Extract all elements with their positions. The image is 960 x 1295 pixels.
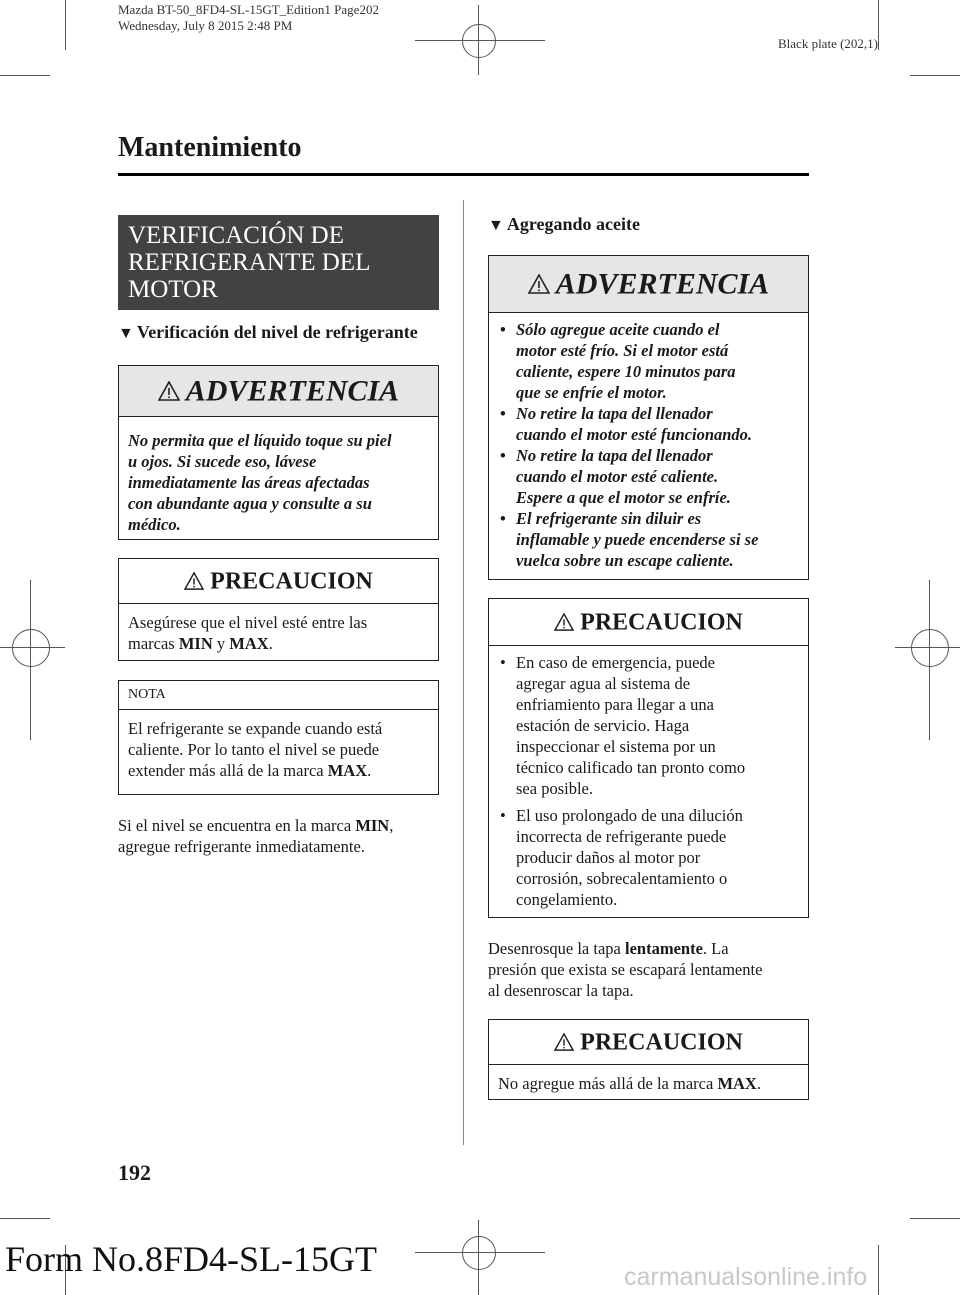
crop-mark: [878, 0, 879, 50]
note-text-part: .: [367, 761, 372, 780]
warning-triangle-icon: [528, 274, 550, 294]
warning-line: No permita que el líquido toque su piel: [128, 431, 392, 450]
caution-text-part: .: [268, 634, 273, 653]
warning-line: • No retire la tapa del llenador: [516, 446, 713, 465]
crop-mark: [65, 0, 66, 50]
caution-line: estación de servicio. Haga: [516, 716, 690, 735]
warning-line: motor esté frío. Si el motor está: [516, 341, 729, 360]
warning-line: caliente, espere 10 minutos para: [516, 362, 736, 381]
page-number: 192: [118, 1160, 151, 1185]
plate-label: Black plate (202,1): [778, 36, 878, 51]
level-paragraph: [118, 815, 448, 857]
caution-list: [498, 652, 799, 910]
caution-line: técnico calificado tan pronto como: [516, 758, 746, 777]
caution-line: producir daños al motor por: [516, 848, 701, 867]
caution-box-right: [488, 598, 809, 918]
paragraph-emphasis: lentamente: [625, 939, 703, 958]
triangle-down-icon: ▼: [488, 217, 504, 234]
paragraph-text-part: Si el nivel se encuentra en la marca: [118, 816, 356, 835]
warning-line: inflamable y puede encenderse si se: [516, 530, 759, 549]
max-mark-label: MAX: [327, 761, 368, 780]
crop-mark: [910, 1218, 960, 1219]
caution-line: incorrecta de refrigerante puede: [516, 827, 727, 846]
caution-header: [119, 559, 438, 604]
caution-header: [489, 1020, 808, 1065]
warning-list-item: [498, 445, 799, 508]
warning-header: [489, 256, 808, 313]
warning-line: Espere a que el motor se enfríe.: [516, 488, 731, 507]
max-mark-label: MAX: [229, 634, 269, 653]
print-meta-line1: Mazda BT-50_8FD4-SL-15GT_Edition1 Page202: [118, 2, 379, 17]
max-mark-label: MAX: [717, 1074, 757, 1093]
min-mark-label: MIN: [178, 634, 213, 653]
chapter-heading-line: VERIFICACIÓN DE: [128, 222, 344, 249]
registration-circle: [12, 629, 50, 667]
warning-triangle-icon: [158, 381, 180, 401]
caution-header: [489, 599, 808, 646]
print-meta: [118, 2, 379, 34]
note-line: caliente. Por lo tanto el nivel se puede: [128, 740, 380, 759]
caution-title: PRECAUCION: [580, 609, 743, 636]
caution-line: Asegúrese que el nivel esté entre las: [128, 613, 368, 632]
paragraph-text-part: ,: [389, 816, 394, 835]
caution-line: inspeccionar el sistema por un: [516, 737, 716, 756]
warning-line: • Sólo agregue aceite cuando el: [516, 320, 720, 339]
crop-mark: [910, 75, 960, 76]
paragraph-text-part: Desenrosque la tapa: [488, 939, 625, 958]
caution-title: PRECAUCION: [210, 568, 373, 595]
warning-line: que se enfríe el motor.: [516, 383, 667, 402]
registration-circle: [911, 629, 949, 667]
caution-line: [128, 633, 429, 654]
subheading-level-check: [118, 322, 418, 343]
note-line: El refrigerante se expande cuando está: [128, 719, 383, 738]
warning-line: • No retire la tapa del llenador: [516, 404, 713, 423]
chapter-heading-line: MOTOR: [128, 276, 218, 303]
caution-line: • El uso prolongado de una dilución: [516, 806, 743, 825]
chapter-heading-line: REFRIGERANTE DEL: [128, 249, 371, 276]
warning-box: [118, 365, 439, 540]
column-divider: [463, 200, 464, 1145]
caution-line: • En caso de emergencia, puede: [516, 653, 715, 672]
warning-list-item: [498, 403, 799, 445]
caution-box: [118, 558, 439, 661]
paragraph-line: presión que exista se escapará lentamente: [488, 960, 763, 979]
subheading-text: Verificación del nivel de refrigerante: [136, 322, 418, 342]
note-line: [128, 760, 429, 781]
caution-line: congelamiento.: [516, 890, 618, 909]
warning-line: u ojos. Si sucede eso, lávese: [128, 452, 317, 471]
section-rule: [118, 173, 809, 176]
note-title: NOTA: [119, 681, 438, 710]
chapter-heading: [118, 215, 439, 310]
subheading-adding-oil: [488, 214, 640, 235]
warning-text: [489, 313, 808, 579]
paragraph-text-part: . La: [702, 939, 729, 958]
unscrew-paragraph: [488, 938, 818, 1001]
form-number: Form No.8FD4-SL-15GT: [5, 1239, 378, 1279]
warning-text: [119, 417, 438, 543]
caution-list-item: [498, 652, 799, 799]
caution-line: enfriamiento para llegar a una: [516, 695, 714, 714]
warning-list-item: [498, 319, 799, 403]
paragraph-line: [118, 815, 448, 836]
warning-line: cuando el motor esté funcionando.: [516, 425, 753, 444]
warning-box-right: [488, 255, 809, 580]
watermark: carmanualsonline.info: [624, 1263, 868, 1291]
caution-text-part: marcas: [128, 634, 179, 653]
caution-line: agregar agua al sistema de: [516, 674, 691, 693]
warning-title: ADVERTENCIA: [555, 267, 770, 301]
section-title: Mantenimiento: [118, 132, 302, 163]
caution-text-part: y: [212, 634, 230, 653]
caution-box-max: [488, 1019, 809, 1100]
crop-mark: [0, 75, 50, 76]
caution-text: [489, 1065, 808, 1102]
caution-text-part: No agregue más allá de la marca: [498, 1074, 718, 1093]
warning-line: inmediatamente las áreas afectadas: [128, 473, 370, 492]
crop-mark: [878, 1245, 879, 1295]
warning-line: vuelca sobre un escape caliente.: [516, 551, 734, 570]
paragraph-line: agregue refrigerante inmediatamente.: [118, 837, 365, 856]
caution-text-part: .: [756, 1074, 761, 1093]
caution-line: sea posible.: [516, 779, 593, 798]
caution-text: [489, 646, 808, 924]
registration-circle: [462, 1236, 496, 1270]
warning-title: ADVERTENCIA: [185, 374, 400, 408]
subheading-text: Agregando aceite: [506, 214, 640, 234]
registration-circle: [462, 24, 496, 58]
note-text: [119, 710, 438, 789]
warning-header: [119, 366, 438, 417]
caution-line: corrosión, sobrecalentamiento o: [516, 869, 728, 888]
triangle-down-icon: ▼: [118, 325, 134, 342]
caution-text: [119, 604, 438, 662]
caution-title: PRECAUCION: [580, 1029, 743, 1056]
note-text-part: extender más allá de la marca: [128, 761, 328, 780]
warning-line: cuando el motor esté caliente.: [516, 467, 719, 486]
caution-list-item: [498, 805, 799, 910]
warning-list: [498, 319, 799, 571]
crop-mark: [0, 1218, 50, 1219]
warning-line: con abundante agua y consulte a su: [128, 494, 372, 513]
min-mark-label: MIN: [355, 816, 390, 835]
warning-list-item: [498, 508, 799, 571]
warning-triangle-icon: [554, 613, 574, 631]
note-box: [118, 680, 439, 795]
warning-line: • El refrigerante sin diluir es: [516, 509, 702, 528]
print-meta-line2: Wednesday, July 8 2015 2:48 PM: [118, 18, 293, 33]
warning-line: médico.: [128, 515, 181, 534]
paragraph-line: al desenroscar la tapa.: [488, 981, 634, 1000]
warning-triangle-icon: [554, 1033, 574, 1051]
paragraph-line: [488, 938, 818, 959]
warning-triangle-icon: [184, 572, 204, 590]
